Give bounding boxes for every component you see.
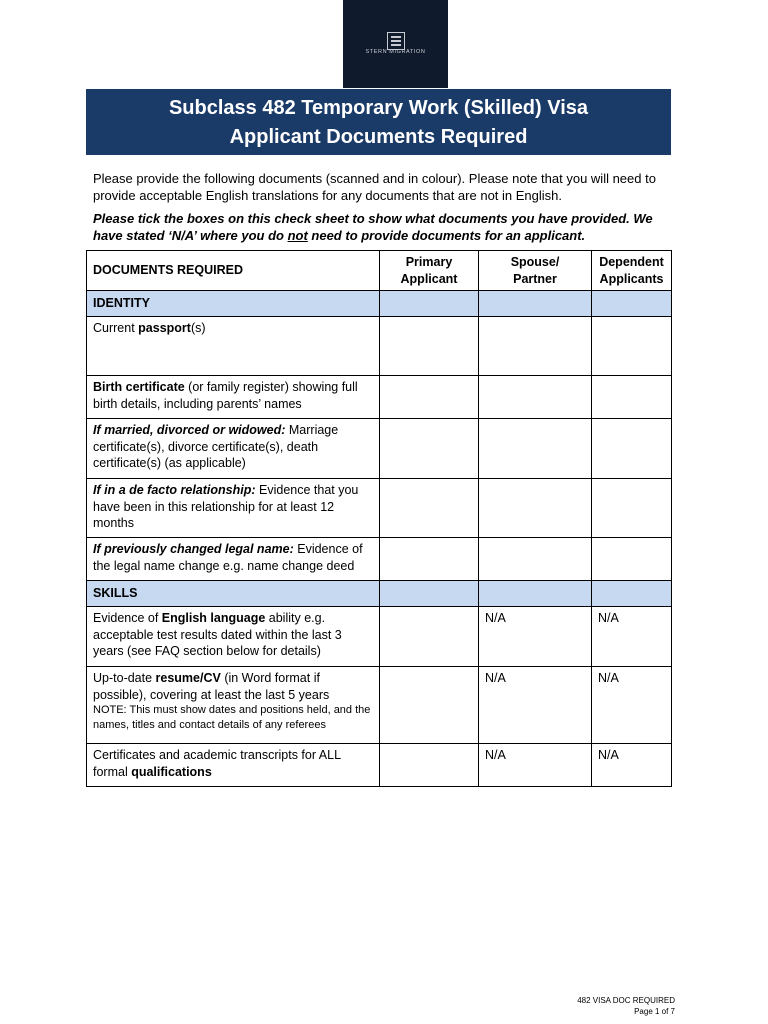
table-row [87, 376, 672, 419]
checkbox-dependent[interactable] [592, 479, 672, 538]
title-line-1: Subclass 482 Temporary Work (Skilled) Visa [168, 97, 589, 119]
table-row [87, 538, 672, 581]
row-defacto: If in a de facto relationship: Evidence that you have been in this relationship for at least 12 months [87, 479, 380, 538]
intro-text: Please provide the following documents (scanned and in colour). Please note that you will need to provide acceptable English translations for any documents that are not in English. [93, 171, 656, 203]
na-dependent: N/A [592, 667, 672, 744]
section-skills [87, 581, 672, 607]
checkbox-primary[interactable] [380, 317, 479, 376]
row-qualifications: Certificates and academic transcripts for ALL formal qualifications [87, 744, 380, 787]
row-resume: Up-to-date resume/CV (in Word format if possible), covering at least the last 5 years NOTE: This must show dates and positions held, and the names, titles and contact details of any referees [87, 667, 380, 744]
row-name-change: If previously changed legal name: Evidence of the legal name change e.g. name change deed [87, 538, 380, 581]
checkbox-primary[interactable] [380, 419, 479, 479]
header-dependent: Dependent Applicants [592, 251, 672, 291]
instructions-part1: Please tick the boxes on this check sheet to show what documents you have provided. We have stated ‘N/A’ where you do [93, 211, 653, 243]
na-dependent: N/A [592, 607, 672, 667]
resume-note: NOTE: This must show dates and positions held, and the names, titles and contact details of any referees [93, 704, 371, 731]
instructions-not: not [287, 228, 308, 243]
checkbox-spouse[interactable] [479, 479, 592, 538]
checkbox-dependent[interactable] [592, 317, 672, 376]
checkbox-spouse[interactable] [479, 317, 592, 376]
checkbox-primary[interactable] [380, 667, 479, 744]
instructions-part2: need to provide documents for an applicant. [307, 228, 586, 243]
table-row [87, 744, 672, 787]
title-banner [86, 89, 671, 155]
instructions [93, 210, 668, 244]
checkbox-primary[interactable] [380, 744, 479, 787]
table-row [87, 607, 672, 667]
checkbox-spouse[interactable] [479, 538, 592, 581]
table-row [87, 667, 672, 744]
section-skills-label: SKILLS [87, 581, 380, 607]
checkbox-dependent[interactable] [592, 419, 672, 479]
table-row [87, 479, 672, 538]
checkbox-primary[interactable] [380, 479, 479, 538]
checkbox-spouse[interactable] [479, 376, 592, 419]
row-english: Evidence of English language ability e.g. acceptable test results dated within the last 3 years (see FAQ section below for details) [87, 607, 380, 667]
documents-table [86, 250, 672, 787]
row-passport: Current passport(s) [87, 317, 380, 376]
na-spouse: N/A [479, 667, 592, 744]
row-birth: Birth certificate (or family register) showing full birth details, including parents’ names [87, 376, 380, 419]
header-spouse: Spouse/ Partner [479, 251, 592, 291]
checkbox-primary[interactable] [380, 607, 479, 667]
header-primary: Primary Applicant [380, 251, 479, 291]
checkbox-primary[interactable] [380, 376, 479, 419]
logo-name: STERN MIGRATION [365, 49, 426, 55]
table-row [87, 419, 672, 479]
section-identity-label: IDENTITY [87, 291, 380, 317]
page-footer [560, 995, 675, 1017]
title-line-2: Applicant Documents Required [229, 126, 528, 148]
checkbox-primary[interactable] [380, 538, 479, 581]
footer-doc-title: 482 VISA DOC REQUIRED [577, 996, 675, 1005]
checkbox-spouse[interactable] [479, 419, 592, 479]
row-married: If married, divorced or widowed: Marriage certificate(s), divorce certificate(s), death certificate(s) (as applicable) [87, 419, 380, 479]
logo-mark-icon [387, 32, 405, 50]
section-identity [87, 291, 672, 317]
table-row [87, 317, 672, 376]
na-dependent: N/A [592, 744, 672, 787]
checkbox-dependent[interactable] [592, 538, 672, 581]
na-spouse: N/A [479, 607, 592, 667]
footer-page-number: Page 1 of 7 [634, 1007, 675, 1016]
table-header-row [87, 251, 672, 291]
logo [343, 0, 448, 88]
na-spouse: N/A [479, 744, 592, 787]
checkbox-dependent[interactable] [592, 376, 672, 419]
header-documents: DOCUMENTS REQUIRED [87, 251, 380, 291]
